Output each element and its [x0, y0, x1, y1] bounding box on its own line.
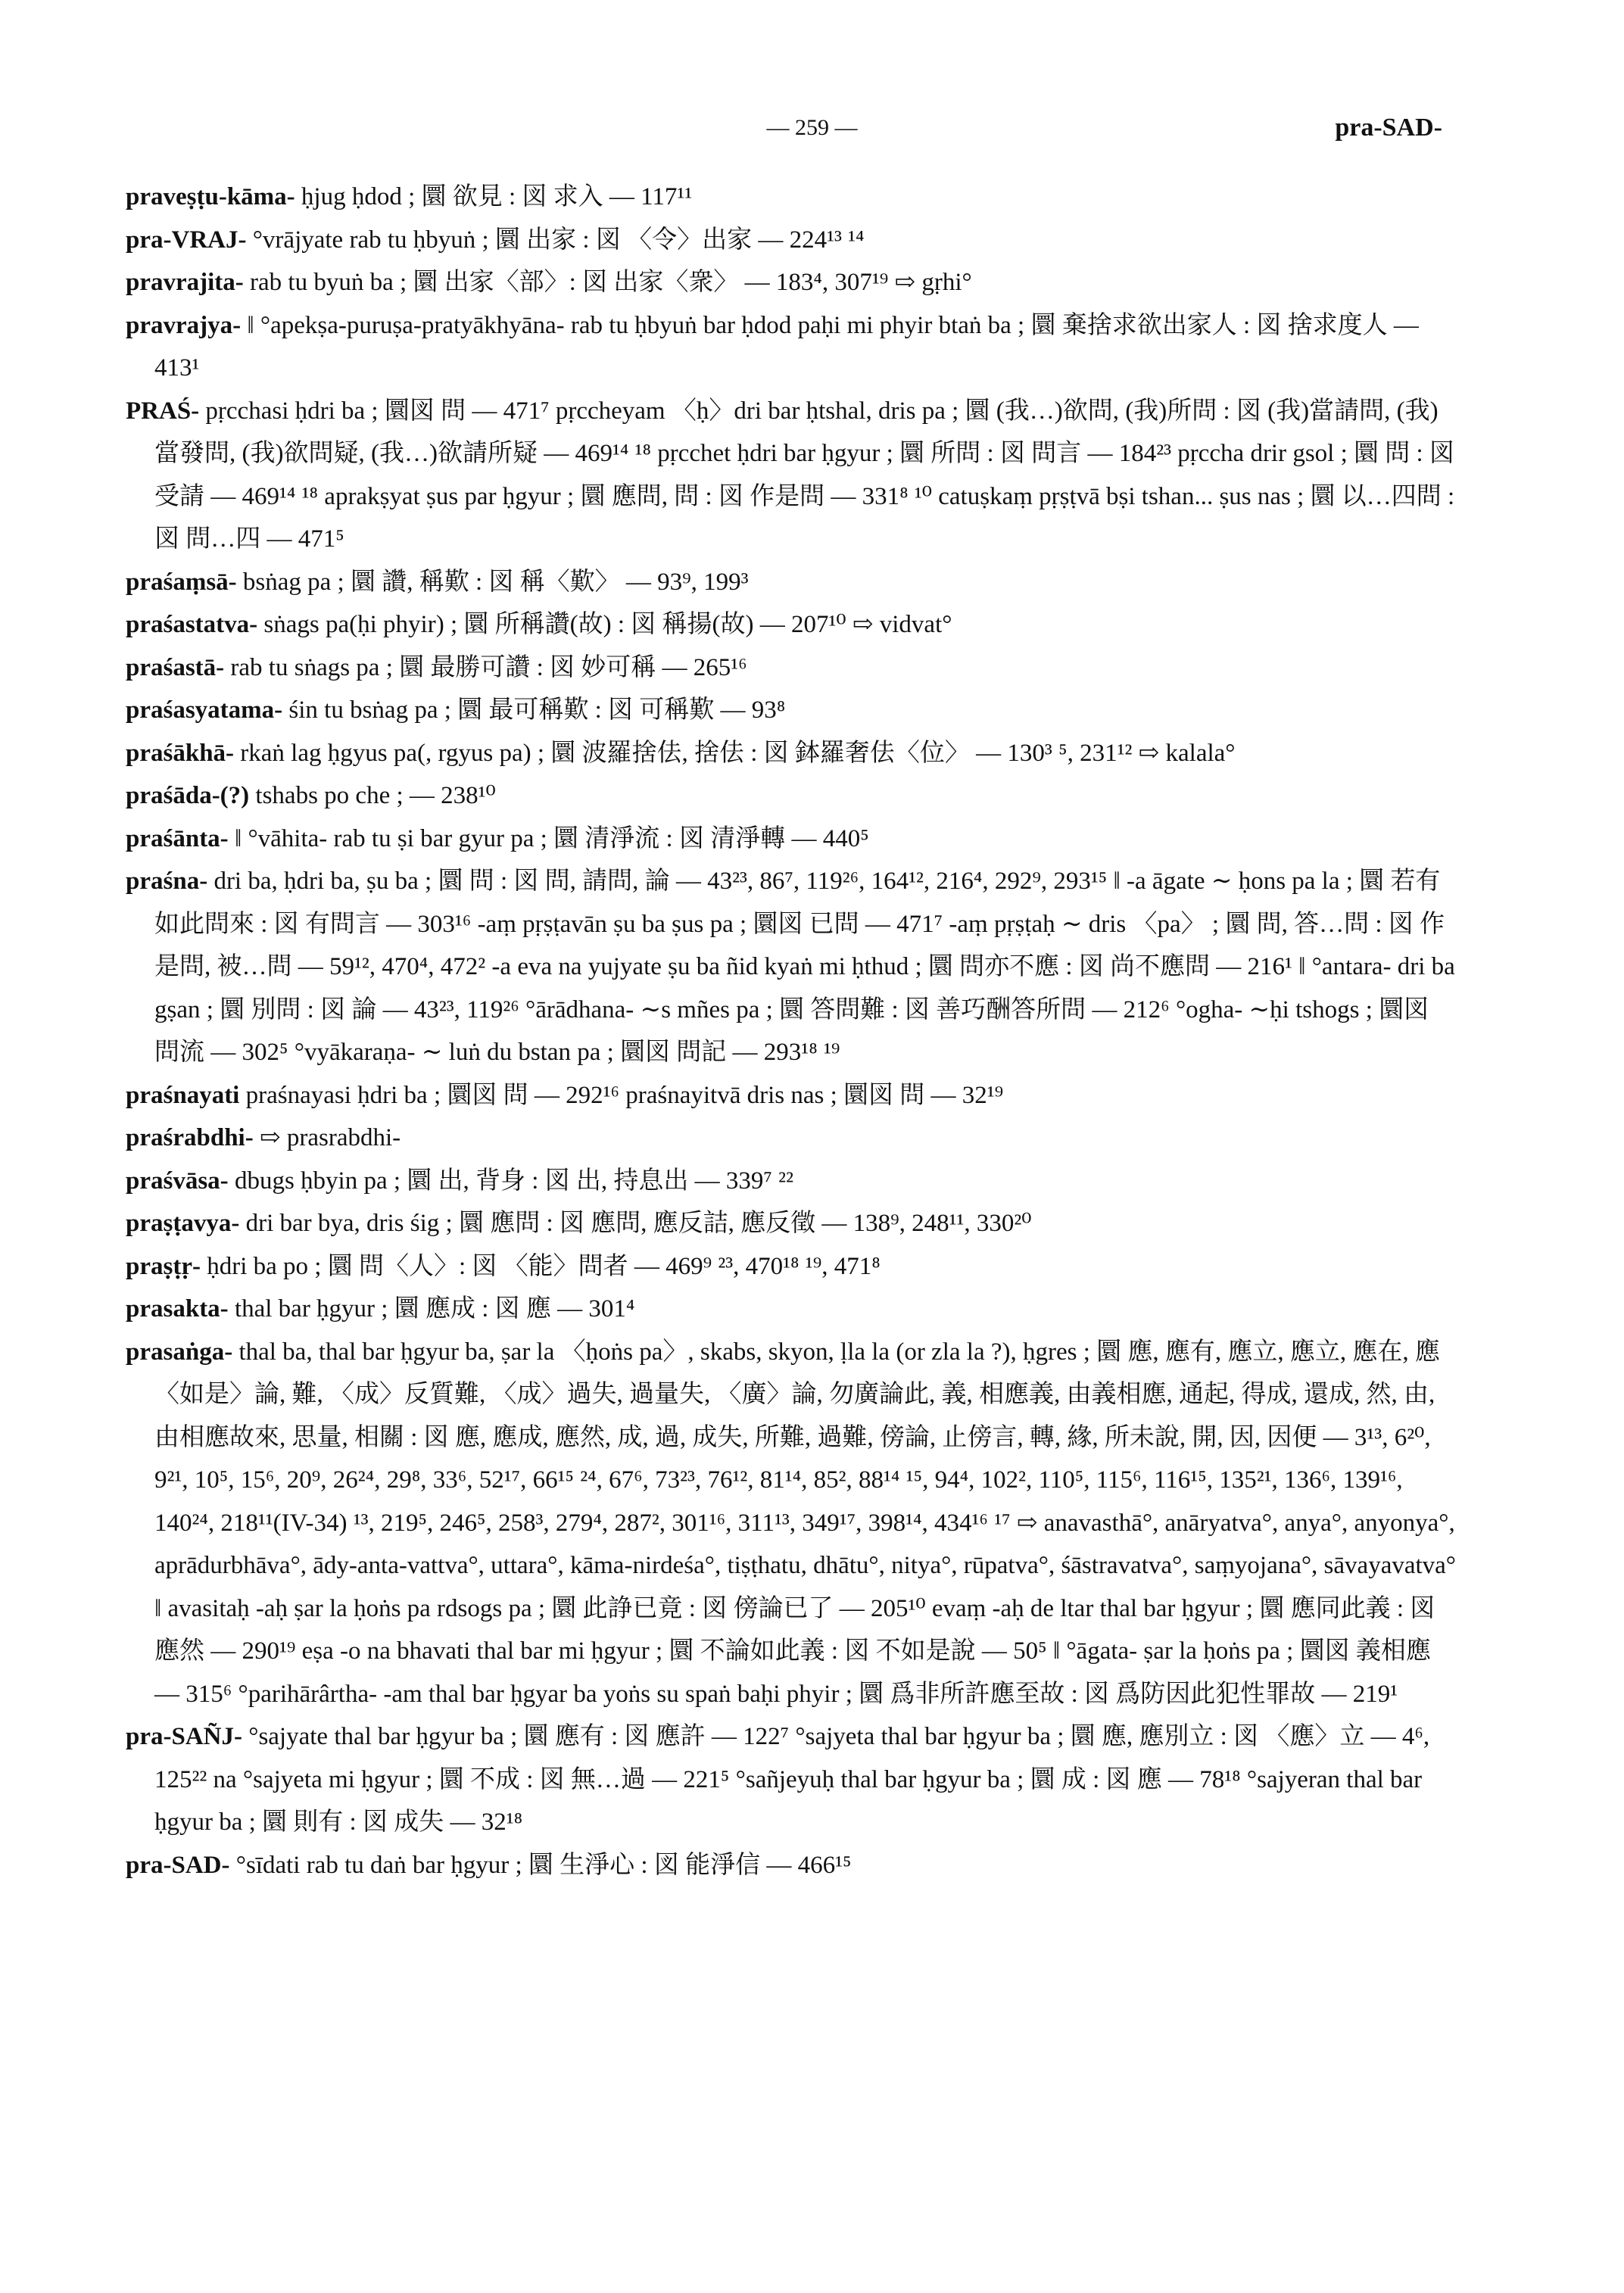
entry-body: rkaṅ lag ḥgyus pa(, rgyus pa) ; 圜 波羅捨佉, 捨佉 : 図 鉢羅奢佉〈位〉 — 130³ ⁵, 231¹² ⇨ kalala° — [234, 739, 1236, 767]
dictionary-entry — [126, 390, 1458, 561]
dictionary-entry — [126, 1288, 1458, 1331]
entry-headword: praśvāsa- — [126, 1167, 229, 1195]
dictionary-entry — [126, 1074, 1458, 1117]
dictionary-entry — [126, 1331, 1458, 1716]
dictionary-entry — [126, 176, 1458, 219]
entry-body: dbugs ḥbyin pa ; 圜 出, 背身 : 図 出, 持息出 — 339⁷ ²² — [228, 1167, 793, 1195]
entry-headword: prasaṅga- — [126, 1338, 233, 1366]
dictionary-entry — [126, 219, 1458, 262]
dictionary-entry — [126, 646, 1458, 690]
entry-body: °sīdati rab tu daṅ bar ḥgyur ; 圜 生淨心 : 図 能淨信 — 466¹⁵ — [229, 1851, 852, 1879]
entry-body: thal bar ḥgyur ; 圜 應成 : 図 應 — 301⁴ — [228, 1295, 635, 1323]
entry-headword: praśastatva- — [126, 611, 258, 638]
entry-headword: praṣṭavya- — [126, 1210, 240, 1237]
entry-headword: PRAŚ- — [126, 397, 200, 425]
dictionary-entry — [126, 860, 1458, 1074]
running-head: pra-SAD- — [1335, 114, 1442, 142]
dictionary-entry — [126, 774, 1458, 818]
entry-body: ḥdri ba po ; 圜 問〈人〉: 図 〈能〉問者 — 469⁹ ²³, 470¹⁸ ¹⁹, 471⁸ — [200, 1252, 881, 1280]
entry-headword: praśastā- — [126, 653, 225, 681]
dictionary-entry — [126, 1202, 1458, 1245]
entry-body: ‖ °vāhita- rab tu ṣi bar gyur pa ; 圜 清淨流 : 図 清淨轉 — 440⁵ — [228, 824, 869, 852]
entry-headword: praśrabdhi- — [126, 1124, 254, 1151]
dictionary-entry — [126, 304, 1458, 390]
entry-headword: pra-SAD- — [126, 1851, 230, 1879]
entry-body: bsṅag pa ; 圜 讚, 稱歎 : 図 稱〈歎〉 — 93⁹, 199³ — [236, 568, 749, 596]
entry-headword: praṣṭṛ- — [126, 1252, 201, 1280]
entry-body: tshabs po che ; — 238¹⁰ — [249, 782, 496, 809]
entry-body: sṅags pa(ḥi phyir) ; 圜 所稱讚(故) : 図 稱揚(故) — 207¹⁰ ⇨ vidvat° — [257, 611, 952, 638]
entry-body: dri bar bya, dris śig ; 圜 應問 : 図 應問, 應反詰, 應反徵 — 138⁹, 248¹¹, 330²⁰ — [239, 1210, 1032, 1237]
entry-headword: praśānta- — [126, 824, 229, 852]
entry-body: pṛcchasi ḥdri ba ; 圜図 問 — 471⁷ pṛccheyam 〈ḥ〉dri bar ḥtshal, dris pa ; 圜 (我…)欲問, (我)所問 : 図 (我)當請問, (我)當發問, (我)欲問疑, (我…)欲請所疑 — 469¹⁴ ¹⁸ pṛcchet ḥdri bar ḥgyur ; 圜 所問 : 図 問言 — 184²³ pṛccha drir gsol ; 圜 問 : 図 受請 — 469¹⁴ ¹⁸ aprakṣyat ṣus par ḥgyur ; 圜 應問, 問 : 図 作是問 — 331⁸ ¹⁰ catuṣkaṃ pṛṣṭvā bṣi tshan... ṣus nas ; 圜 以…四問 : 図 問…四 — 471⁵ — [154, 397, 1455, 553]
dictionary-entry — [126, 603, 1458, 646]
entry-body: °sajyate thal bar ḥgyur ba ; 圜 應有 : 図 應許 — 122⁷ °sajyeta thal bar ḥgyur ba ; 圜 應, 應別立 : 図 〈應〉立 — 4⁶, 125²² na °sajyeta mi ḥgyur ; 圜 不成 : 図 無…過 — 221⁵ °sañjeyuḥ thal bar ḥgyur ba ; 圜 成 : 図 應 — 78¹⁸ °sajyeran thal bar ḥgyur ba ; 圜 則有 : 図 成失 — 32¹⁸ — [154, 1723, 1430, 1836]
entry-body: thal ba, thal bar ḥgyur ba, ṣar la 〈ḥoṅs pa〉, skabs, skyon, ḷla la (or zla la ?), ḥgres ; 圜 應, 應有, 應立, 應立, 應在, 應〈如是〉論, 難, 〈成〉反質難, 〈成〉過失, 過量失, 〈廣〉論, 勿廣論此, 義, 相應義, 由義相應, 通起, 得成, 還成, 然, 由, 由相應故來, 思量, 相關 : 図 應, 應成, 應然, 成, 過, 成失, 所難, 過難, 傍論, 止傍言, 轉, 緣, 所未說, 開, 因, 因便 — 3¹³, 6²⁰, 9²¹, 10⁵, 15⁶, 20⁹, 26²⁴, 29⁸, 33⁶, 52¹⁷, 66¹⁵ ²⁴, 67⁶, 73²³, 76¹², 81¹⁴, 85², 88¹⁴ ¹⁵, 94⁴, 102², 110⁵, 115⁶, 116¹⁵, 135²¹, 136⁶, 139¹⁶, 140²⁴, 218¹¹(IV-34) ¹³, 219⁵, 246⁵, 258³, 279⁴, 287², 301¹⁶, 311¹³, 349¹⁷, 398¹⁴, 434¹⁶ ¹⁷ ⇨ anavasthā°, anāryatva°, anya°, anyonya°, aprādurbhāva°, ādy-anta-vattva°, uttara°, kāma-nirdeśa°, tiṣṭhatu, dhātu°, nitya°, rūpatva°, śāstravatva°, saṃyojana°, sāvayavatva° ‖ avasitaḥ -aḥ ṣar la ḥoṅs pa rdsogs pa ; 圜 此諍已竟 : 図 傍論已了 — 205¹⁰ evaṃ -aḥ de ltar thal bar ḥgyur ; 圜 應同此義 : 図 應然 — 290¹⁹ eṣa -o na bhavati thal bar mi ḥgyur ; 圜 不論如此義 : 図 不如是說 — 50⁵ ‖ °āgata- ṣar la ḥoṅs pa ; 圜図 義相應 — 315⁶ °parihārârtha- -am thal bar ḥgyar ba yoṅs su spaṅ baḥi phyir ; 圜 爲非所許應至故 : 図 爲防因此犯性罪故 — 219¹ — [154, 1338, 1456, 1708]
dictionary-entry — [126, 1844, 1458, 1887]
dictionary-entry — [126, 689, 1458, 732]
entry-body: °vrājyate rab tu ḥbyuṅ ; 圜 出家 : 図 〈令〉出家 — 224¹³ ¹⁴ — [246, 226, 865, 254]
dictionary-entry — [126, 1715, 1458, 1844]
entry-body: ⇨ prasrabdhi- — [253, 1124, 401, 1151]
entry-headword: pra-VRAJ- — [126, 226, 247, 254]
entry-headword: praśasyatama- — [126, 696, 283, 724]
entry-body: ḥjug ḥdod ; 圜 欲見 : 図 求入 — 117¹¹ — [295, 183, 693, 210]
page-number: — 259 — — [766, 115, 858, 140]
entry-headword: praśākhā- — [126, 739, 235, 767]
entry-headword: praśāda-(?) — [126, 782, 250, 809]
entry-body: dri ba, ḥdri ba, ṣu ba ; 圜 問 : 図 問, 請問, 論 — 43²³, 86⁷, 119²⁶, 164¹², 216⁴, 292⁹, 293¹⁵ ‖ -a āgate ∼ ḥons pa la ; 圜 若有如此問來 : 図 有問言 — 303¹⁶ -aṃ pṛṣṭavān ṣu ba ṣus pa ; 圜図 已問 — 471⁷ -aṃ pṛṣṭaḥ ∼ dris 〈pa〉 ; 圜 問, 答…問 : 図 作是問, 被…問 — 59¹², 470⁴, 472² -a eva na yujyate ṣu ba ñid kyaṅ mi ḥthud ; 圜 問亦不應 : 図 尚不應問 — 216¹ ‖ °antara- dri ba gṣan ; 圜 別問 : 図 論 — 43²³, 119²⁶ °ārādhana- ∼s mñes pa ; 圜 答問難 : 図 善巧酬答所問 — 212⁶ °ogha- ∼ḥi tshogs ; 圜図 問流 — 302⁵ °vyākaraṇa- ∼ luṅ du bstan pa ; 圜図 問記 — 293¹⁸ ¹⁹ — [154, 868, 1455, 1066]
dictionary-entry — [126, 732, 1458, 775]
entry-headword: praśnayati — [126, 1081, 240, 1109]
dictionary-entry — [126, 1160, 1458, 1203]
dictionary-entries — [126, 176, 1458, 1886]
entry-body: praśnayasi ḥdri ba ; 圜図 問 — 292¹⁶ praśnayitvā dris nas ; 圜図 問 — 32¹⁹ — [239, 1081, 1004, 1109]
entry-body: rab tu byuṅ ba ; 圜 出家〈部〉: 図 出家〈衆〉 — 183⁴, 307¹⁹ ⇨ gṛhi° — [243, 269, 972, 296]
dictionary-entry — [126, 818, 1458, 861]
entry-headword: praśaṃsā- — [126, 568, 237, 596]
entry-headword: pravrajita- — [126, 269, 244, 296]
dictionary-entry — [126, 1245, 1458, 1288]
entry-body: śin tu bsṅag pa ; 圜 最可稱歎 : 図 可稱歎 — 93⁸ — [282, 696, 786, 724]
dictionary-entry — [126, 261, 1458, 304]
entry-headword: praśna- — [126, 868, 208, 895]
entry-headword: prasakta- — [126, 1295, 229, 1323]
dictionary-entry — [126, 1117, 1458, 1160]
entry-headword: pravrajya- — [126, 311, 242, 339]
entry-headword: pra-SAÑJ- — [126, 1723, 242, 1750]
entry-body: ‖ °apekṣa-puruṣa-pratyākhyāna- rab tu ḥbyuṅ bar ḥdod paḥi mi phyir btaṅ ba ; 圜 棄捨求欲出家人 : 図 捨求度人 — 413¹ — [154, 311, 1419, 382]
entry-body: rab tu sṅags pa ; 圜 最勝可讚 : 図 妙可稱 — 265¹⁶ — [224, 653, 747, 681]
entry-headword: praveṣṭu-kāma- — [126, 183, 295, 210]
dictionary-entry — [126, 561, 1458, 604]
